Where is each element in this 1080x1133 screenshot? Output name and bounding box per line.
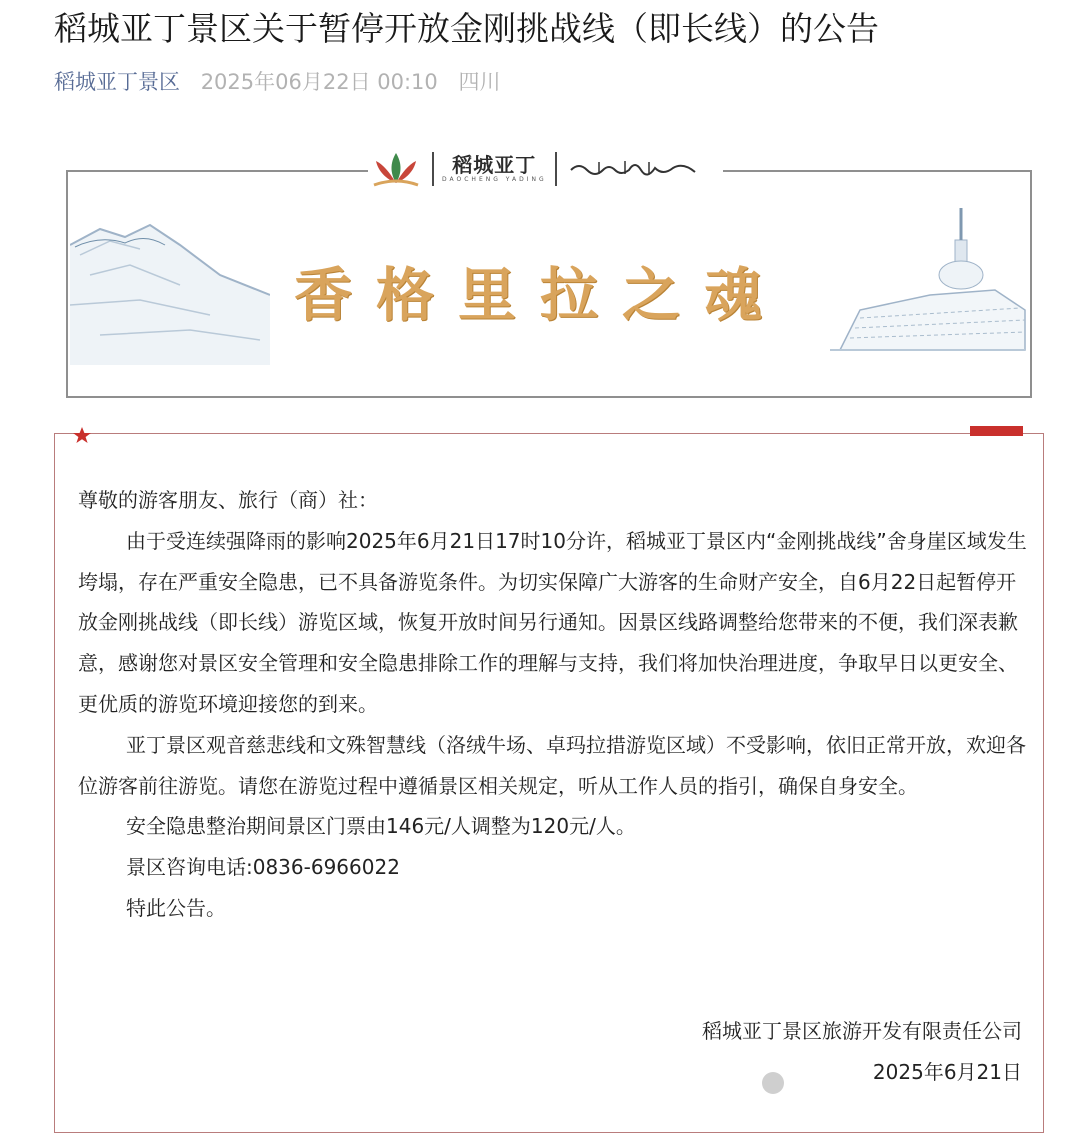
notice-paragraph: 景区咨询电话:0836-6966022 <box>126 855 400 880</box>
notice-paragraph: 安全隐患整治期间景区门票由146元/人调整为120元/人。 <box>126 814 636 839</box>
logo-pinyin: DAOCHENG YADING <box>442 176 547 183</box>
banner-slogan: 香格里拉之魂 <box>293 261 786 329</box>
logo-divider <box>432 152 434 186</box>
logo-chinese-name: 稻城亚丁 <box>452 153 537 177</box>
avatar <box>762 1072 784 1094</box>
lotus-logo-icon <box>368 149 424 189</box>
scenic-logo <box>368 140 723 198</box>
white-stupa-illustration <box>820 200 1030 360</box>
logo-text <box>442 154 547 184</box>
notice-salutation: 尊敬的游客朋友、旅行（商）社： <box>78 488 378 512</box>
notice-body <box>78 480 1028 929</box>
tibetan-script-logo <box>569 156 699 182</box>
frame-accent-bar <box>970 426 1023 436</box>
notice-date: 2025年6月21日 <box>872 1060 1022 1084</box>
notice-paragraph: 亚丁景区观音慈悲线和文殊智慧线（洛绒牛场、卓玛拉措游览区域）不受影响，依旧正常开放，欢迎各位游客前往游览。请您在游览过程中遵循景区相关规定，听从工作人员的指引，确保自身安全。 <box>78 732 1026 798</box>
article-title: 稻城亚丁景区关于暂停开放金刚挑战线（即长线）的公告 <box>54 9 879 48</box>
publish-datetime: 2025年06月22日 00:10 <box>200 70 438 94</box>
logo-divider-2 <box>555 152 557 186</box>
notice-signature: 稻城亚丁景区旅游开发有限责任公司 <box>702 1019 1022 1043</box>
notice-paragraph: 由于受连续强降雨的影响2025年6月21日17时10分许，稻城亚丁景区内“金刚挑战线”舍身崖区域发生垮塌，存在严重安全隐患，已不具备游览条件。为切实保障广大游客的生命财产安全，自6月22日起暂停开放金刚挑战线（即长线）游览区域，恢复开放时间另行通知。因景区线路调整给您带来的不便，我们深表歉意，感谢您对景区安全管理和安全隐患排除工作的理解与支持，我们将加快治理进度，争取早日以更安全、更优质的游览环境迎接您的到来。 <box>78 528 1027 716</box>
publish-location: 四川 <box>458 70 501 94</box>
account-name-link[interactable]: 稻城亚丁景区 <box>54 70 180 94</box>
notice-paragraph: 特此公告。 <box>126 895 226 920</box>
star-icon <box>72 426 92 444</box>
snow-mountain-illustration <box>70 215 270 365</box>
article-meta <box>54 68 500 96</box>
